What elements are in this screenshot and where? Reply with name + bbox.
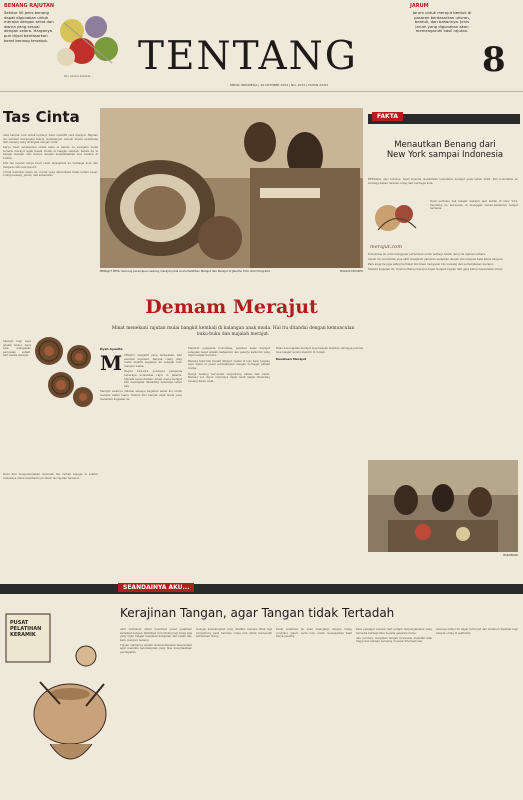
right-box-text: Jarum untuk merajut bentuk di pasaran berdasarkan ukuran, bentuk, dan bahannya. Jenis jarum yang digunakan akan memengaruhi hasil rajutan.: [412, 10, 472, 34]
right-box-title: JARUM: [410, 3, 429, 9]
main-headline: Demam Merajut: [145, 296, 318, 318]
page-number: 8: [482, 40, 506, 80]
fakta-paragraph: Para anggota juga saling bertukar informasi mengenai toko benang dan perlengkapan merajut.: [368, 263, 494, 267]
main-article-body: [100, 347, 363, 569]
seandainya-paragraph: AKU bermimpi untuk membuat pusat pelatihan kerajinan tangan. Pelatihan ini terbuka bagi siapa saja yang ingin belajar membuat kerajinan dari tanah liat, kain, maupun benang.: [120, 628, 192, 642]
article-paragraph: Benang rajut kini mudah didapat. Selain di toko kain, benang juga dijual di pusat perbelanjaan dengan berbagai pilihan warna.: [188, 359, 270, 370]
fakta-label: FAKTA: [372, 112, 403, 121]
article-paragraph: Buku dan majalah merajut juga banyak beredar, sehingga pemula bisa belajar secara mandiri di rumah.: [276, 347, 363, 354]
fakta-sidebar: [368, 108, 520, 566]
seandainya-paragraph: Semoga mimpi ini dapat terwujud dan memberi manfaat bagi banyak orang di sekitarku.: [436, 628, 518, 635]
masthead-rule: [0, 91, 523, 92]
seandainya-col2: [196, 628, 272, 796]
dropcap: M: [100, 351, 123, 375]
seandainya-paragraph: Pusat pelatihan ini akan dilengkapi dengan ruang produksi, galeri, serta toko untuk memasarkan hasil karya peserta.: [276, 628, 352, 639]
main-article-col2: [188, 347, 270, 569]
fakta-intro: BERAWAL dari hobinya, Dyah Dyanita mendirikan komunitas merajut pada tahun 2006. Kini komunitas ini beranggotakan ratusan orang dari berbagai kota.: [368, 178, 518, 185]
tas-cinta-body: [3, 134, 98, 339]
crochet-flowers-image: [31, 323, 99, 428]
tas-cinta-heading: Tas Cinta: [3, 108, 80, 126]
yarn-balls-image: [56, 13, 120, 73]
fakta-heading: Menautkan Benang dari New York sampai Indonesia: [386, 140, 504, 160]
article-paragraph: Begitu kira-kira pendapat pengelola beberapa komunitas rajut di Jakarta. Mereka menyebutkan, minat orang merajut kini meningkat dibanding beberapa tahun lalu.: [124, 370, 182, 388]
seandainya-paragraph: Tujuan utamanya adalah memberdayakan masyarakat agar memiliki keterampilan yang bisa menghasilkan pendapatan.: [120, 643, 192, 655]
tas-cinta-paragraph: Kini tas rajutan karya Dewi telah dipasarkan ke berbagai kota dan menjadi oleh-oleh favorit.: [3, 162, 98, 169]
left-box-credit: RC | Aksara Sahabat: [64, 75, 91, 78]
seandainya-paragraph: Aku percaya, kerajinan tangan Indonesia memiliki nilai tinggi dan mampu bersaing di pasar internasional.: [356, 636, 432, 644]
fakta-body: [368, 253, 518, 447]
fakta-paragraph: Melalui kegiatan ini, Dyah berharap merajut dapat menjadi bagian dari gaya hidup masyarakat urban.: [368, 268, 504, 272]
article-paragraph: Menurut pengelola komunitas, peminat kelas merajut sebagian besar adalah mahasiswi dan pekerja kantoran yang ingin belajar hal baru.: [188, 347, 270, 358]
main-article-col1: [100, 347, 182, 569]
tas-cinta-body-lower-left: [3, 340, 31, 470]
fakta-paragraph: Selain itu, komunitas juga aktif mengikuti pameran kerajinan tangan dan menjual hasil karya anggota.: [368, 258, 504, 262]
masthead: [0, 0, 523, 92]
article-paragraph: Merajut awalnya dikenal sebagai kegiatan kaum ibu untuk mengisi waktu luang. Namun kini banyak anak muda yang menekuni kegiatan ini.: [100, 390, 182, 401]
masthead-left-box: [4, 3, 122, 83]
tas-cinta-paragraph: Merajut bagi saya adalah terapi. Saya bisa melupakan persoalan sehari-hari ketika merajut.: [3, 340, 31, 358]
seandainya-paragraph: Para pengajar berasal dari perajin berpengalaman yang bersedia berbagi ilmu kepada generasi muda.: [356, 628, 432, 635]
seandainya-col5: [436, 628, 518, 796]
seandainya-paragraph: Dengan keterampilan yang dimiliki, mereka tidak lagi bergantung pada bantuan orang lain untuk memenuhi kebutuhan hidup.: [196, 628, 272, 639]
masthead-subtitle: MEDIA INDONESIA | 29 OKTOBER 2009 | NO. 1033 | TAHUN XXXIX: [230, 83, 329, 87]
tas-cinta-section: [3, 108, 98, 566]
seandainya-headline: Kerajinan Tangan, agar Tangan tidak Tertadah: [120, 606, 395, 620]
fakta-photo: [368, 460, 518, 552]
tas-cinta-body-bottom: [3, 473, 98, 566]
main-photo-credit: MI/AGUS TRIYANTO: [340, 270, 363, 273]
main-article-col3: [276, 347, 363, 569]
tas-cinta-paragraph: Untuk memulai usaha ini, modal yang dibutuhkan tidak terlalu besar. Cukup benang, jarum, dan ketekunan.: [3, 170, 98, 178]
main-photo: [100, 108, 363, 268]
seandainya-body: [120, 628, 520, 798]
masthead-right-box: [410, 3, 474, 83]
pottery-sign-text: PUSAT PELATIHAN KERAMIK: [10, 620, 42, 638]
masthead-title: TENTANG: [138, 34, 358, 79]
merajut-logo-image: [368, 200, 426, 246]
tas-cinta-paragraph: Karya Dewi sebenarnya sudah lama ia tekuni. Ia mengaku mulai tertarik merajut sejak masih duduk di bangku sekolah. Ketika itu ia belajar merajut dari ibunya dengan memanfaatkan sisa benang di rumah.: [3, 146, 98, 161]
article-paragraph: Harga benang bervariasi tergantung bahan dan berat. Benang wol impor umumnya dijual lebih mahal dibanding benang katun lokal.: [188, 372, 270, 383]
section-subhead: Kesatuan Merajut: [276, 357, 307, 362]
fakta-photo-credit: MI/RAMDANI: [503, 554, 518, 557]
main-subhead: Minat menekuni rajutan mulai bangkit kembali di kalangan anak muda. Hal itu ditandai dengan kemunculan buku-buku dan majalah merajut.: [111, 326, 355, 337]
seandainya-label-bar: [0, 584, 523, 594]
seandainya-col1: [120, 628, 192, 796]
fakta-paragraph-right: Dyah pertama kali belajar merajut saat kuliah di New York. Sepulang ke Indonesia, ia mengajak teman-temannya belajar bersama.: [430, 200, 518, 211]
seandainya-col4: [356, 628, 432, 796]
left-box-text: Sekitar 50 jenis benang dapat digunakan untuk merajut dengan serat dan warna yang sesuai dengan selera. Harganya pun dijual berdasarkan berat benang tersebut.: [4, 10, 54, 43]
tas-cinta-paragraph: ADA banyak cara untuk berbagi. Dewi memilih cara merajut. Rajutan tas sembari merangkai mimpi membangun sebuah kreasi sederhana dari benang yang dirangkai dengan cinta.: [3, 134, 98, 145]
fakta-paragraph: Komunitas ini rutin menggelar pertemuan untuk berbagi teknik dan pola rajutan terbaru.: [368, 253, 487, 256]
main-photo-caption: MERAJUT PIPIS: Seorang perempuan sedang merajut pada acara Pelatihan Merajut dan Merajut di Jakarta. Foto oleh fotografer.: [100, 269, 271, 273]
lead-paragraph: ERAJUT, menjahit yang terlupakan, kini kembali digemari. Banyak orang yang mulai melirik kegiatan ini sebagai hobi maupun usaha.: [124, 354, 182, 368]
byline: Dyah Ayunita: [100, 347, 123, 351]
seandainya-col3: [276, 628, 352, 796]
merajut-logo-text: merajut.com: [370, 244, 402, 250]
tas-cinta-paragraph: Dewi kini mempekerjakan sejumlah ibu rumah tangga di sekitar rumahnya untuk membantu produksi tas rajutan tersebut.: [3, 473, 98, 480]
left-box-title: BENANG RAJUTAN: [4, 3, 55, 9]
seandainya-label: SEANDAINYA AKU...: [118, 583, 194, 592]
